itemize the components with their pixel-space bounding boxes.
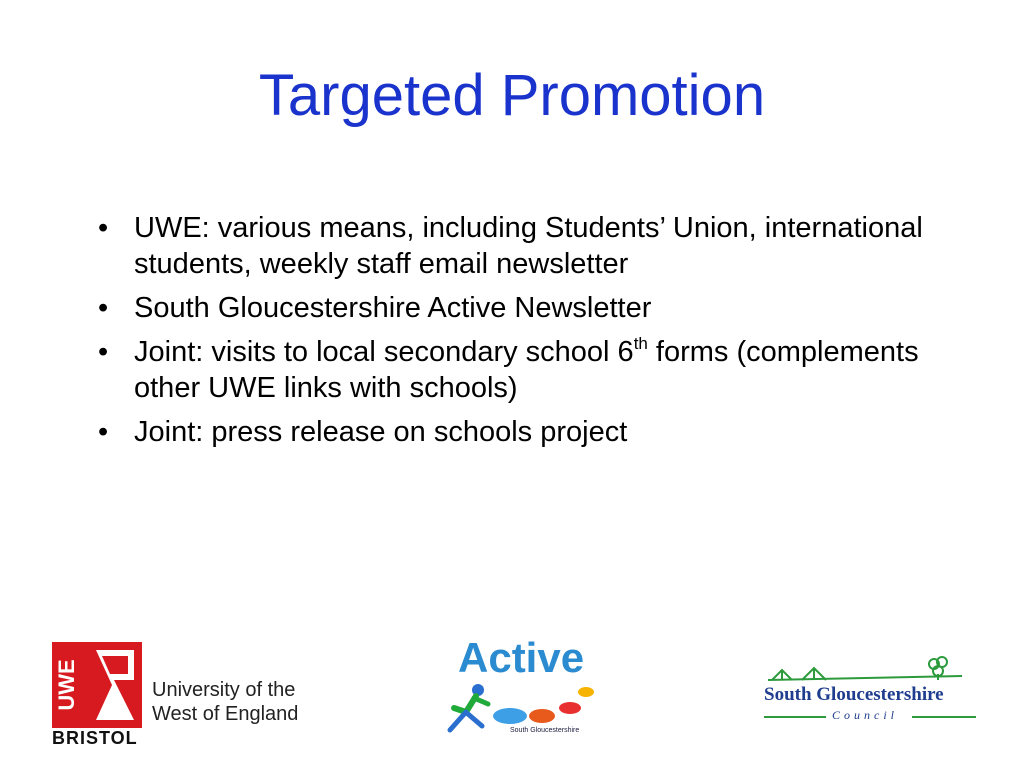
bullet-icon: • bbox=[98, 416, 109, 448]
sg-divider-left bbox=[764, 716, 826, 718]
uwe-name-line1: University of the bbox=[152, 679, 296, 701]
active-word: Active bbox=[458, 634, 585, 681]
uwe-city: BRISTOL bbox=[52, 728, 138, 748]
sg-council-text: Council bbox=[832, 708, 898, 722]
bullet-text: South Gloucestershire Active Newsletter bbox=[134, 292, 652, 324]
bridge-tree-icon bbox=[762, 654, 982, 684]
uwe-name bbox=[152, 678, 298, 726]
active-logo bbox=[430, 634, 610, 746]
bullet-item bbox=[98, 210, 978, 282]
bullet-item bbox=[98, 414, 978, 450]
sg-name: South Gloucestershire bbox=[764, 684, 944, 705]
bullet-item bbox=[98, 334, 978, 406]
sg-council-logo bbox=[762, 654, 982, 726]
bullet-superscript: th bbox=[633, 334, 648, 353]
uwe-mark-icon bbox=[52, 642, 142, 728]
active-subtitle: South Gloucestershire bbox=[510, 727, 580, 734]
bullet-icon: • bbox=[98, 212, 109, 244]
bullet-text: Joint: press release on schools project bbox=[134, 416, 628, 448]
uwe-logo bbox=[52, 642, 332, 748]
bullet-text-post: forms (complements other UWE links with schools) bbox=[134, 336, 919, 404]
bullet-text-pre: Joint: visits to local secondary school 6 bbox=[134, 336, 634, 368]
bullet-icon: • bbox=[98, 292, 109, 324]
uwe-name-line2: West of England bbox=[152, 703, 299, 725]
uwe-mark-text: UWE bbox=[54, 659, 79, 711]
slide-title: Targeted Promotion bbox=[258, 63, 766, 128]
sg-divider-right bbox=[912, 716, 976, 718]
bullet-list bbox=[98, 210, 978, 458]
bullet-item bbox=[98, 290, 978, 326]
bullet-text: UWE: various means, including Students’ Union, international students, weekly staff email newsletter bbox=[134, 212, 923, 280]
bullet-icon: • bbox=[98, 336, 109, 368]
